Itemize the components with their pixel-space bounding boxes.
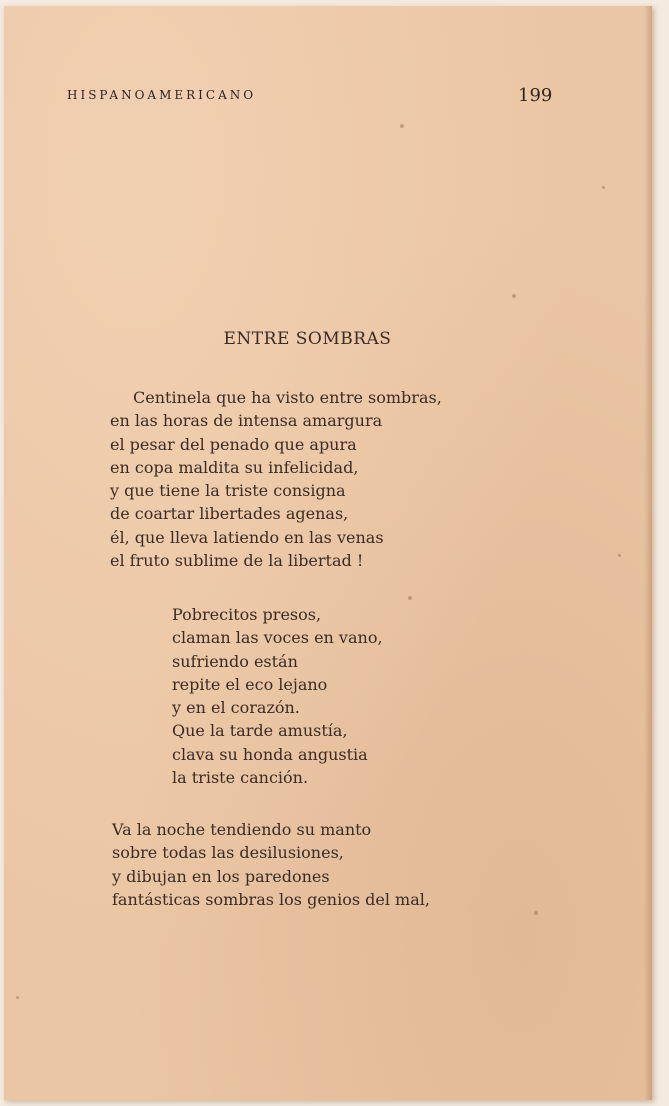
poem-line: claman las voces en vano, [172, 628, 383, 648]
poem-line: clava su honda angustia [172, 744, 368, 764]
poem-title: ENTRE SOMBRAS [223, 329, 392, 349]
poem-line: él, que lleva latiendo en las venas [110, 527, 384, 547]
paper-speck [618, 554, 621, 557]
poem-line: de coartar libertades agenas, [110, 504, 349, 524]
poem-line: y en el corazón. [172, 698, 300, 718]
poem-line: fantásticas sombras los genios del mal, [112, 889, 430, 909]
poem-line: Centinela que ha visto entre sombras, [133, 388, 442, 407]
poem-line: el pesar del penado que apura [110, 434, 357, 454]
running-head: HISPANOAMERICANO [67, 88, 257, 102]
poem-stanza-1 [110, 386, 442, 572]
poem-line: sufriendo están [172, 651, 298, 671]
poem-line: Va la noche tendiendo su manto [112, 820, 372, 839]
poem-line: y dibujan en los paredones [112, 866, 330, 886]
poem-line: Pobrecitos presos, [172, 605, 322, 624]
poem-line: en las horas de intensa amargura [110, 411, 383, 431]
poem-stanza-3 [112, 818, 430, 911]
book-page [4, 6, 652, 1100]
poem-line: el fruto sublime de la libertad ! [110, 551, 364, 571]
paper-speck [408, 596, 412, 600]
paper-speck [534, 911, 538, 915]
page-number: 199 [518, 85, 553, 106]
paper-speck [512, 294, 516, 298]
paper-speck [400, 124, 404, 128]
page-edge-shadow [644, 6, 652, 1100]
poem-line: en copa maldita su infelicidad, [110, 457, 359, 477]
poem-line: sobre todas las desilusiones, [112, 843, 344, 863]
paper-speck [602, 186, 605, 189]
poem-line: la triste canción. [172, 768, 309, 788]
poem-stanza-2 [172, 603, 383, 789]
poem-line: Que la tarde amustía, [172, 721, 348, 741]
paper-speck [16, 996, 19, 999]
poem-line: repite el eco lejano [172, 674, 328, 694]
poem-line: y que tiene la triste consigna [110, 481, 346, 501]
